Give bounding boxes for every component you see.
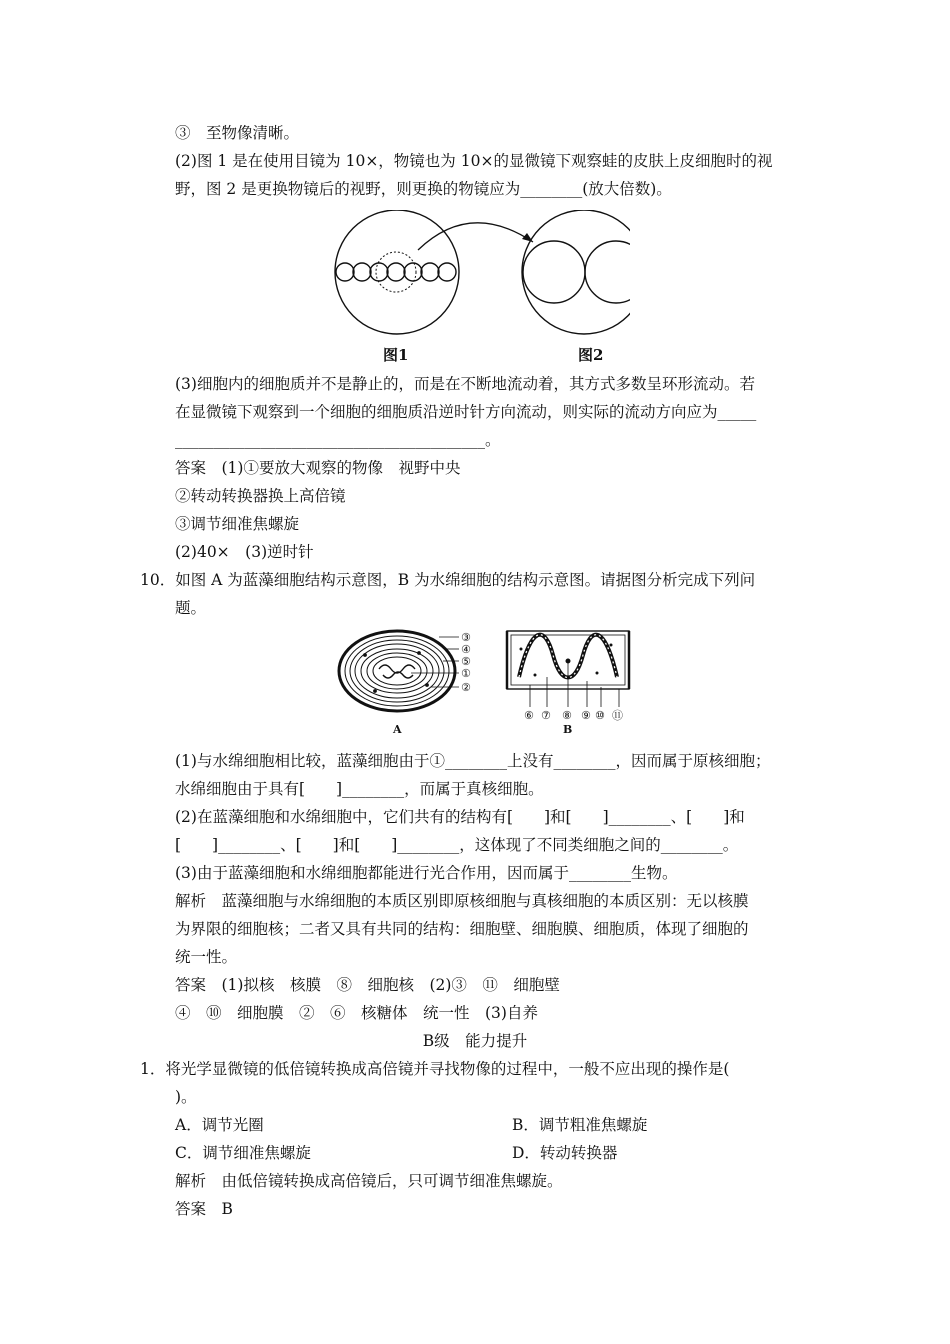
label-b-9: ⑨	[581, 709, 591, 722]
text-line: 水绵细胞由于具有[ ]________，而属于真核细胞。	[175, 780, 544, 798]
option-a: A．调节光圈	[175, 1116, 264, 1134]
large-cell	[523, 241, 585, 303]
selection-circle	[376, 252, 416, 292]
text-line: (3)细胞内的细胞质并不是静止的，而是在不断地流动着，其方式多数呈环形流动。若	[175, 375, 755, 393]
question-1: 1．将光学显微镜的低倍镜转换成高倍镜并寻找物像的过程中，一般不应出现的操作是(	[140, 1060, 730, 1078]
text-line: 答案 (1)拟核 核膜 ⑧ 细胞核 (2)③ ⑪ 细胞壁	[175, 976, 560, 994]
text-line: ③ 至物像清晰。	[175, 124, 300, 142]
text-line: 解析 蓝藻细胞与水绵细胞的本质区别即原核细胞与真核细胞的本质区别：无以核膜	[175, 892, 749, 910]
text-line: )。	[175, 1088, 197, 1106]
label-numbers-a	[461, 631, 471, 694]
label-a-5: ⑤	[461, 655, 471, 668]
label-a-3: ③	[461, 631, 471, 644]
label-a-1: ①	[461, 667, 471, 680]
question-10: 10．如图 A 为蓝藻细胞结构示意图，B 为水绵细胞的结构示意图。请据图分析完成下列问	[140, 571, 756, 589]
section-heading: B级 能力提升	[422, 1032, 528, 1050]
option-b: B．调节粗准焦螺旋	[512, 1116, 648, 1134]
figure-caption-2: 图2	[578, 346, 604, 364]
option-d: D．转动转换器	[512, 1144, 618, 1162]
label-a-2: ②	[461, 681, 471, 694]
cell-structure-figure	[335, 625, 635, 740]
text-line: 答案 B	[175, 1200, 233, 1218]
text-line: ④ ⑩ 细胞膜 ② ⑥ 核糖体 统一性 (3)自养	[175, 1004, 538, 1022]
label-a-4: ④	[461, 643, 471, 656]
cyanobacteria-cell	[339, 631, 455, 711]
figure-label-a: A	[393, 723, 402, 736]
text-line: 解析 由低倍镜转换成高倍镜后，只可调节细准焦螺旋。	[175, 1172, 563, 1190]
label-b-11: ⑪	[612, 709, 623, 722]
text-line: 野，图 2 是更换物镜后的视野，则更换的物镜应为________(放大倍数)。	[175, 180, 672, 198]
large-cell	[585, 241, 630, 303]
text-line: ②转动转换器换上高倍镜	[175, 487, 346, 505]
text-line: (2)40× (3)逆时针	[175, 543, 314, 561]
figure-label-b: B	[563, 723, 573, 736]
text-line: 在显微镜下观察到一个细胞的细胞质沿逆时针方向流动，则实际的流动方向应为_____	[175, 403, 757, 421]
label-b-7: ⑦	[541, 709, 551, 722]
label-numbers-b	[524, 709, 623, 722]
label-b-6: ⑥	[524, 709, 534, 722]
text-line: (1)与水绵细胞相比较，蓝藻细胞由于①________上没有________，因而属于原核细胞；	[175, 752, 771, 770]
text-line: ③调节细准焦螺旋	[175, 515, 300, 533]
label-b-10: ⑩	[595, 709, 605, 722]
cell-row	[336, 263, 456, 281]
option-c: C．调节细准焦螺旋	[175, 1144, 311, 1162]
text-line: 答案 (1)①要放大观察的物像 视野中央	[175, 459, 461, 477]
text-line: 为界限的细胞核；二者又具有共同的结构：细胞壁、细胞膜、细胞质，体现了细胞的	[175, 920, 749, 938]
text-line: [ ]________、[ ]和[ ]________，这体现了不同类细胞之间的________。	[175, 836, 739, 854]
text-line: (2)图 1 是在使用目镜为 10×，物镜也为 10×的显微镜下观察蛙的皮肤上皮细胞时的视	[175, 152, 773, 170]
text-line: ________________________________________。	[175, 431, 501, 449]
figure-caption-1: 图1	[383, 346, 409, 364]
text-line: 题。	[175, 599, 207, 617]
text-line: (2)在蓝藻细胞和水绵细胞中，它们共有的结构有[ ]和[ ]________、[ ]和	[175, 808, 745, 826]
text-line: 统一性。	[175, 948, 238, 966]
text-line: (3)由于蓝藻细胞和水绵细胞都能进行光合作用，因而属于________生物。	[175, 864, 678, 882]
arrow	[418, 223, 533, 250]
label-b-8: ⑧	[562, 709, 572, 722]
field-circle-2	[522, 210, 630, 334]
